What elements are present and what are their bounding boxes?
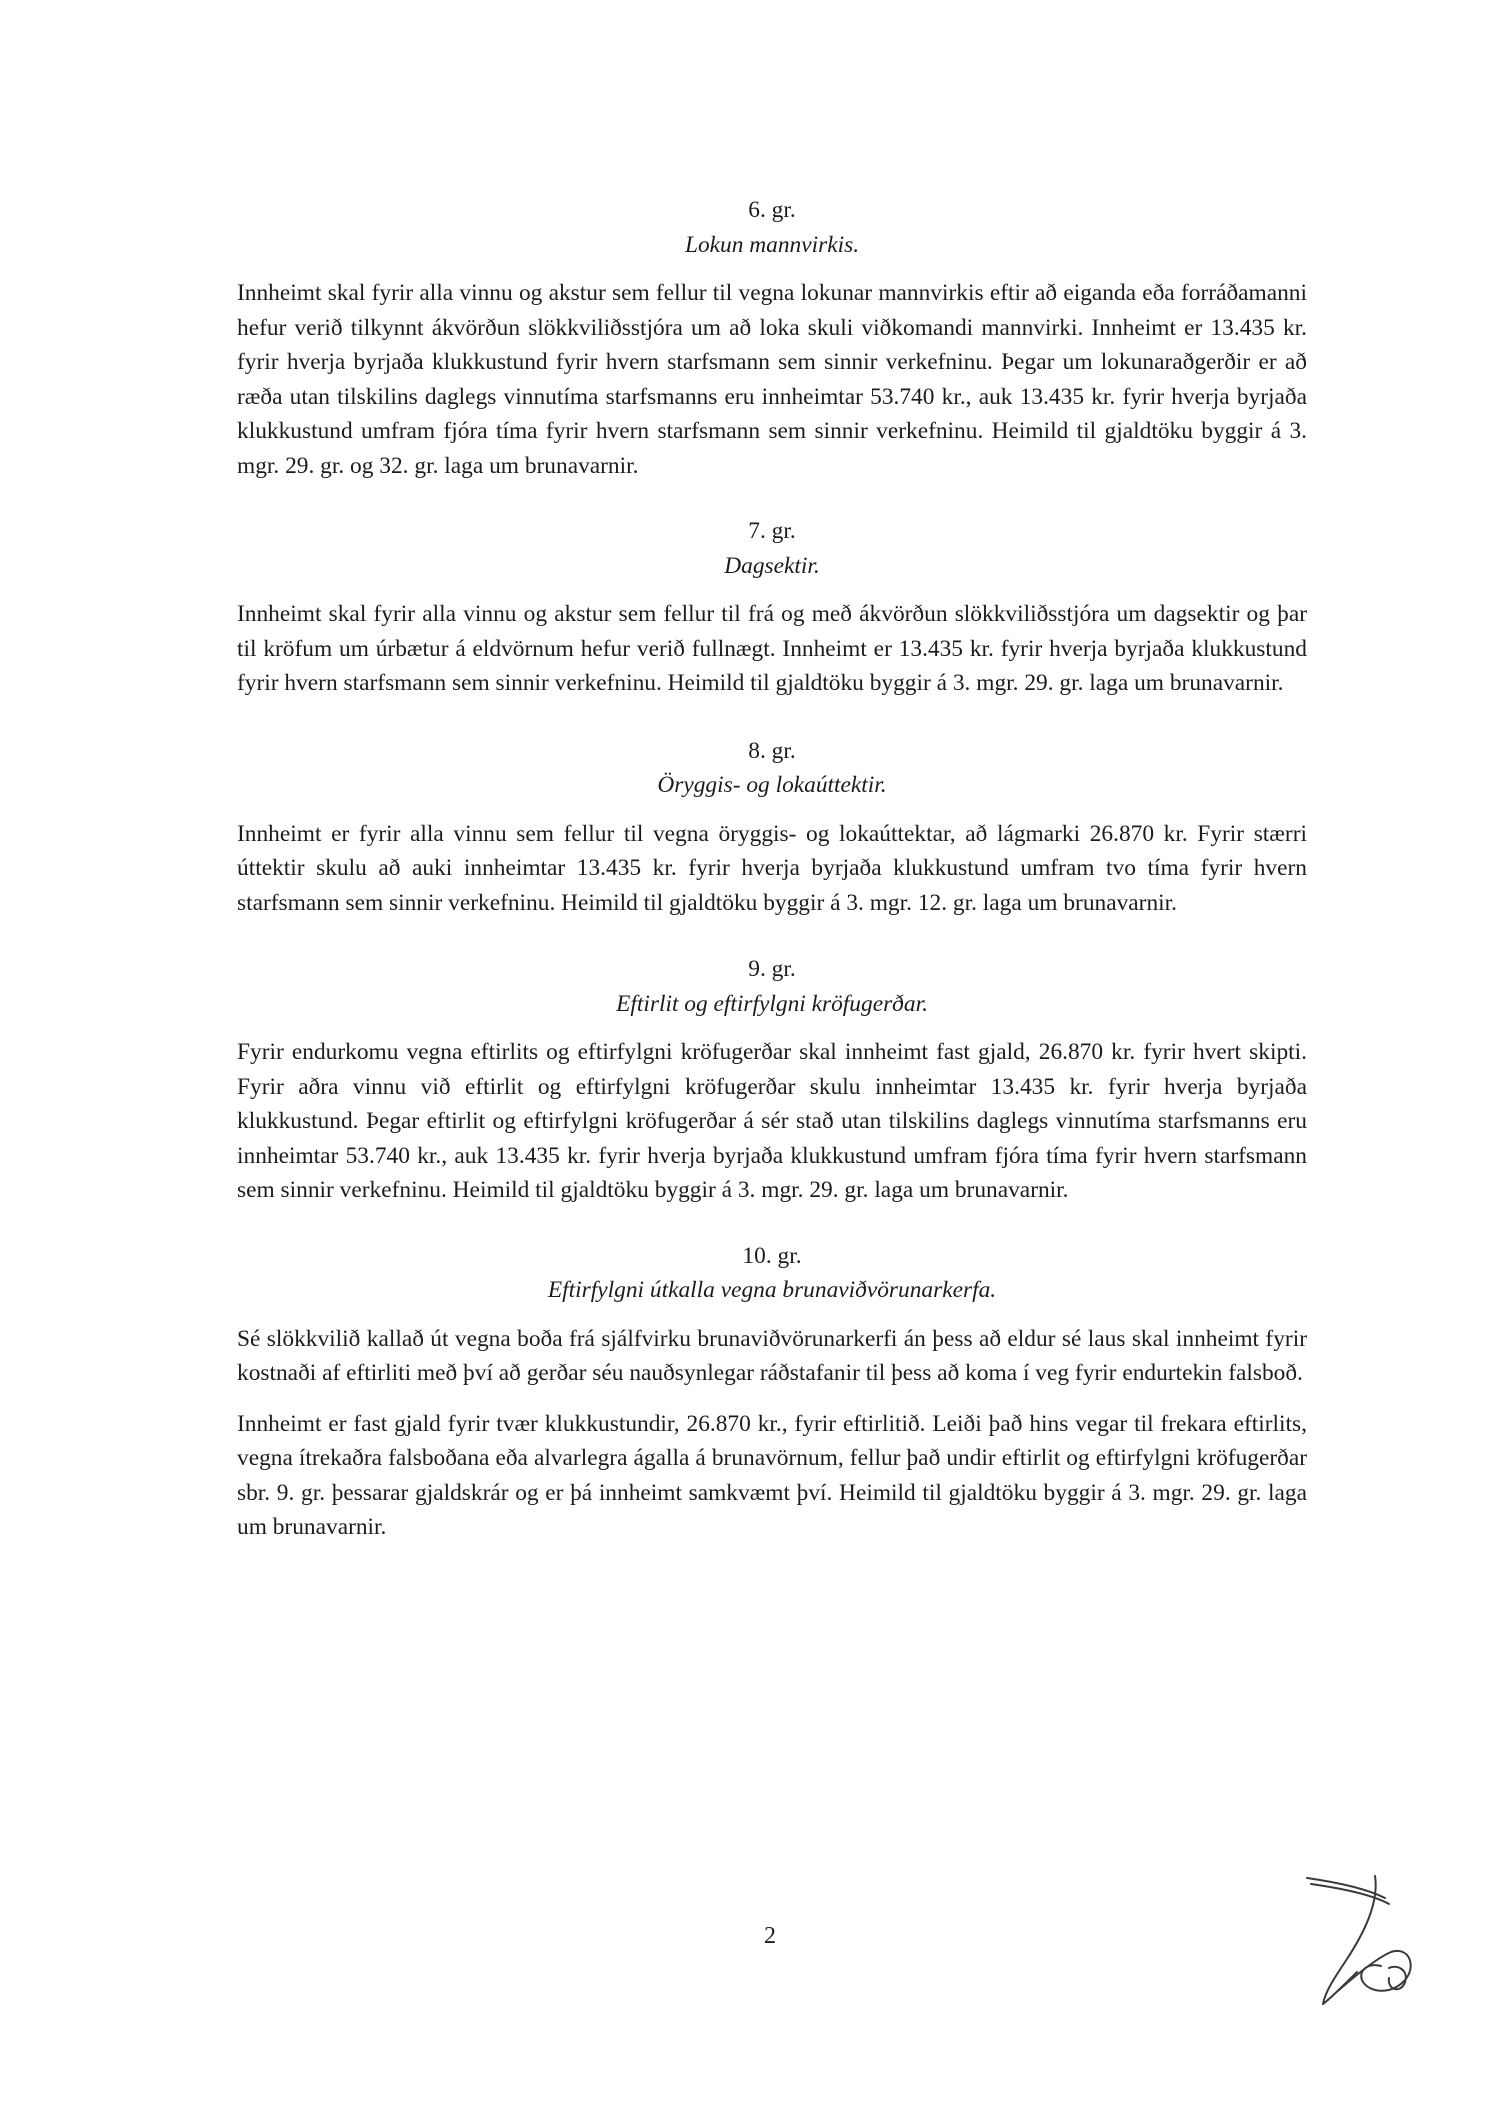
article-paragraph: Innheimt er fast gjald fyrir tvær klukkustundir, 26.870 kr., fyrir eftirlitið. Leiði það hins vegar til frekara eftirlits, vegna ítrekaðra falsboðana eða alvarlegra ágalla á brunavörnum, fellur það undir eftirlit og eftirfylgni kröfugerðar sbr. 9. gr. þessarar gjaldskrár og er þá innheimt samkvæmt því. Heimild til gjaldtöku byggir á 3. mgr. 29. gr. laga um brunavarnir. [237,1410,1307,1540]
article-title: Eftirfylgni útkalla vegna brunaviðvörunarkerfa. [547,1277,997,1303]
article-title: Lokun mannvirkis. [684,231,860,258]
article-number: 9. gr. [748,956,796,982]
article-paragraph: Innheimt er fyrir alla vinnu sem fellur til vegna öryggis- og lokaúttektar, að lágmarki 26.870 kr. Fyrir stærri úttektir skulu að auki innheimtar 13.435 kr. fyrir hverja byrjaða klukkustund umfram tvo tíma fyrir hvern starfsmann sem sinnir verkefninu. Heimild til gjaldtöku byggir á 3. mgr. 12. gr. laga um brunavarnir. [237,820,1307,916]
article-title: Öryggis- og lokaúttektir. [657,772,887,798]
article-number: 10. gr. [742,1242,802,1269]
article-paragraph: Fyrir endurkomu vegna eftirlits og eftirfylgni kröfugerðar skal innheimt fast gjald, 26.870 kr. fyrir hvert skipti. Fyrir aðra vinnu við eftirlit og eftirfylgni kröfugerðar skulu innheimtar 13.435 kr. fyrir hverja byrjaða klukkustund. Þegar eftirlit og eftirfylgni kröfugerðar á sér stað utan tilskilins daglegs vinnutíma starfsmanns eru innheimtar 53.740 kr., auk 13.435 kr. fyrir hverja byrjaða klukkustund umfram fjóra tíma fyrir hvern starfsmann sem sinnir verkefninu. Heimild til gjaldtöku byggir á 3. mgr. 29. gr. laga um brunavarnir. [237,1039,1307,1203]
article-7 [237,514,1307,701]
signature-initials [1305,1872,1425,2012]
article-6 [237,193,1307,483]
article-paragraph: Innheimt skal fyrir alla vinnu og akstur sem fellur til vegna lokunar mannvirkis eftir að eiganda eða forráðamanni hefur verið tilkynnt ákvörðun slökkviliðsstjóra um að loka skuli viðkomandi mannvirki. Innheimt er 13.435 kr. fyrir hverja byrjaða klukkustund fyrir hvern starfsmann sem sinnir verkefninu. Þegar um lokunaraðgerðir er að ræða utan tilskilins daglegs vinnutíma starfsmanns eru innheimtar 53.740 kr., auk 13.435 kr. fyrir hverja byrjaða klukkustund umfram fjóra tíma fyrir hvern starfsmann sem sinnir verkefninu. Heimild til gjaldtöku byggir á 3. mgr. 29. gr. og 32. gr. laga um brunavarnir. [237,280,1307,479]
article-9 [237,952,1307,1208]
article-number: 6. gr. [748,197,796,223]
article-10 [237,1239,1307,1545]
article-paragraph: Innheimt skal fyrir alla vinnu og akstur sem fellur til frá og með ákvörðun slökkviliðsstjóra um dagsektir og þar til kröfum um úrbætur á eldvörnum hefur verið fullnægt. Innheimt er 13.435 kr. fyrir hverja byrjaða klukkustund fyrir hvern starfsmann sem sinnir verkefninu. Heimild til gjaldtöku byggir á 3. mgr. 29. gr. laga um brunavarnir. [237,601,1307,696]
article-number: 7. gr. [748,518,796,544]
article-paragraph: Sé slökkvilið kallað út vegna boða frá sjálfvirku brunaviðvörunarkerfi án þess að eldur sé laus skal innheimt fyrir kostnaði af eftirliti með því að gerðar séu nauðsynlegar ráðstafanir til þess að koma í veg fyrir endurtekin falsboð. [237,1325,1307,1386]
article-title: Eftirlit og eftirfylgni kröfugerðar. [616,990,928,1017]
page-number: 2 [764,1923,776,1949]
document-body [237,193,1307,1545]
article-8 [237,734,1307,921]
article-number: 8. gr. [748,737,796,764]
article-title: Dagsektir. [724,552,820,579]
